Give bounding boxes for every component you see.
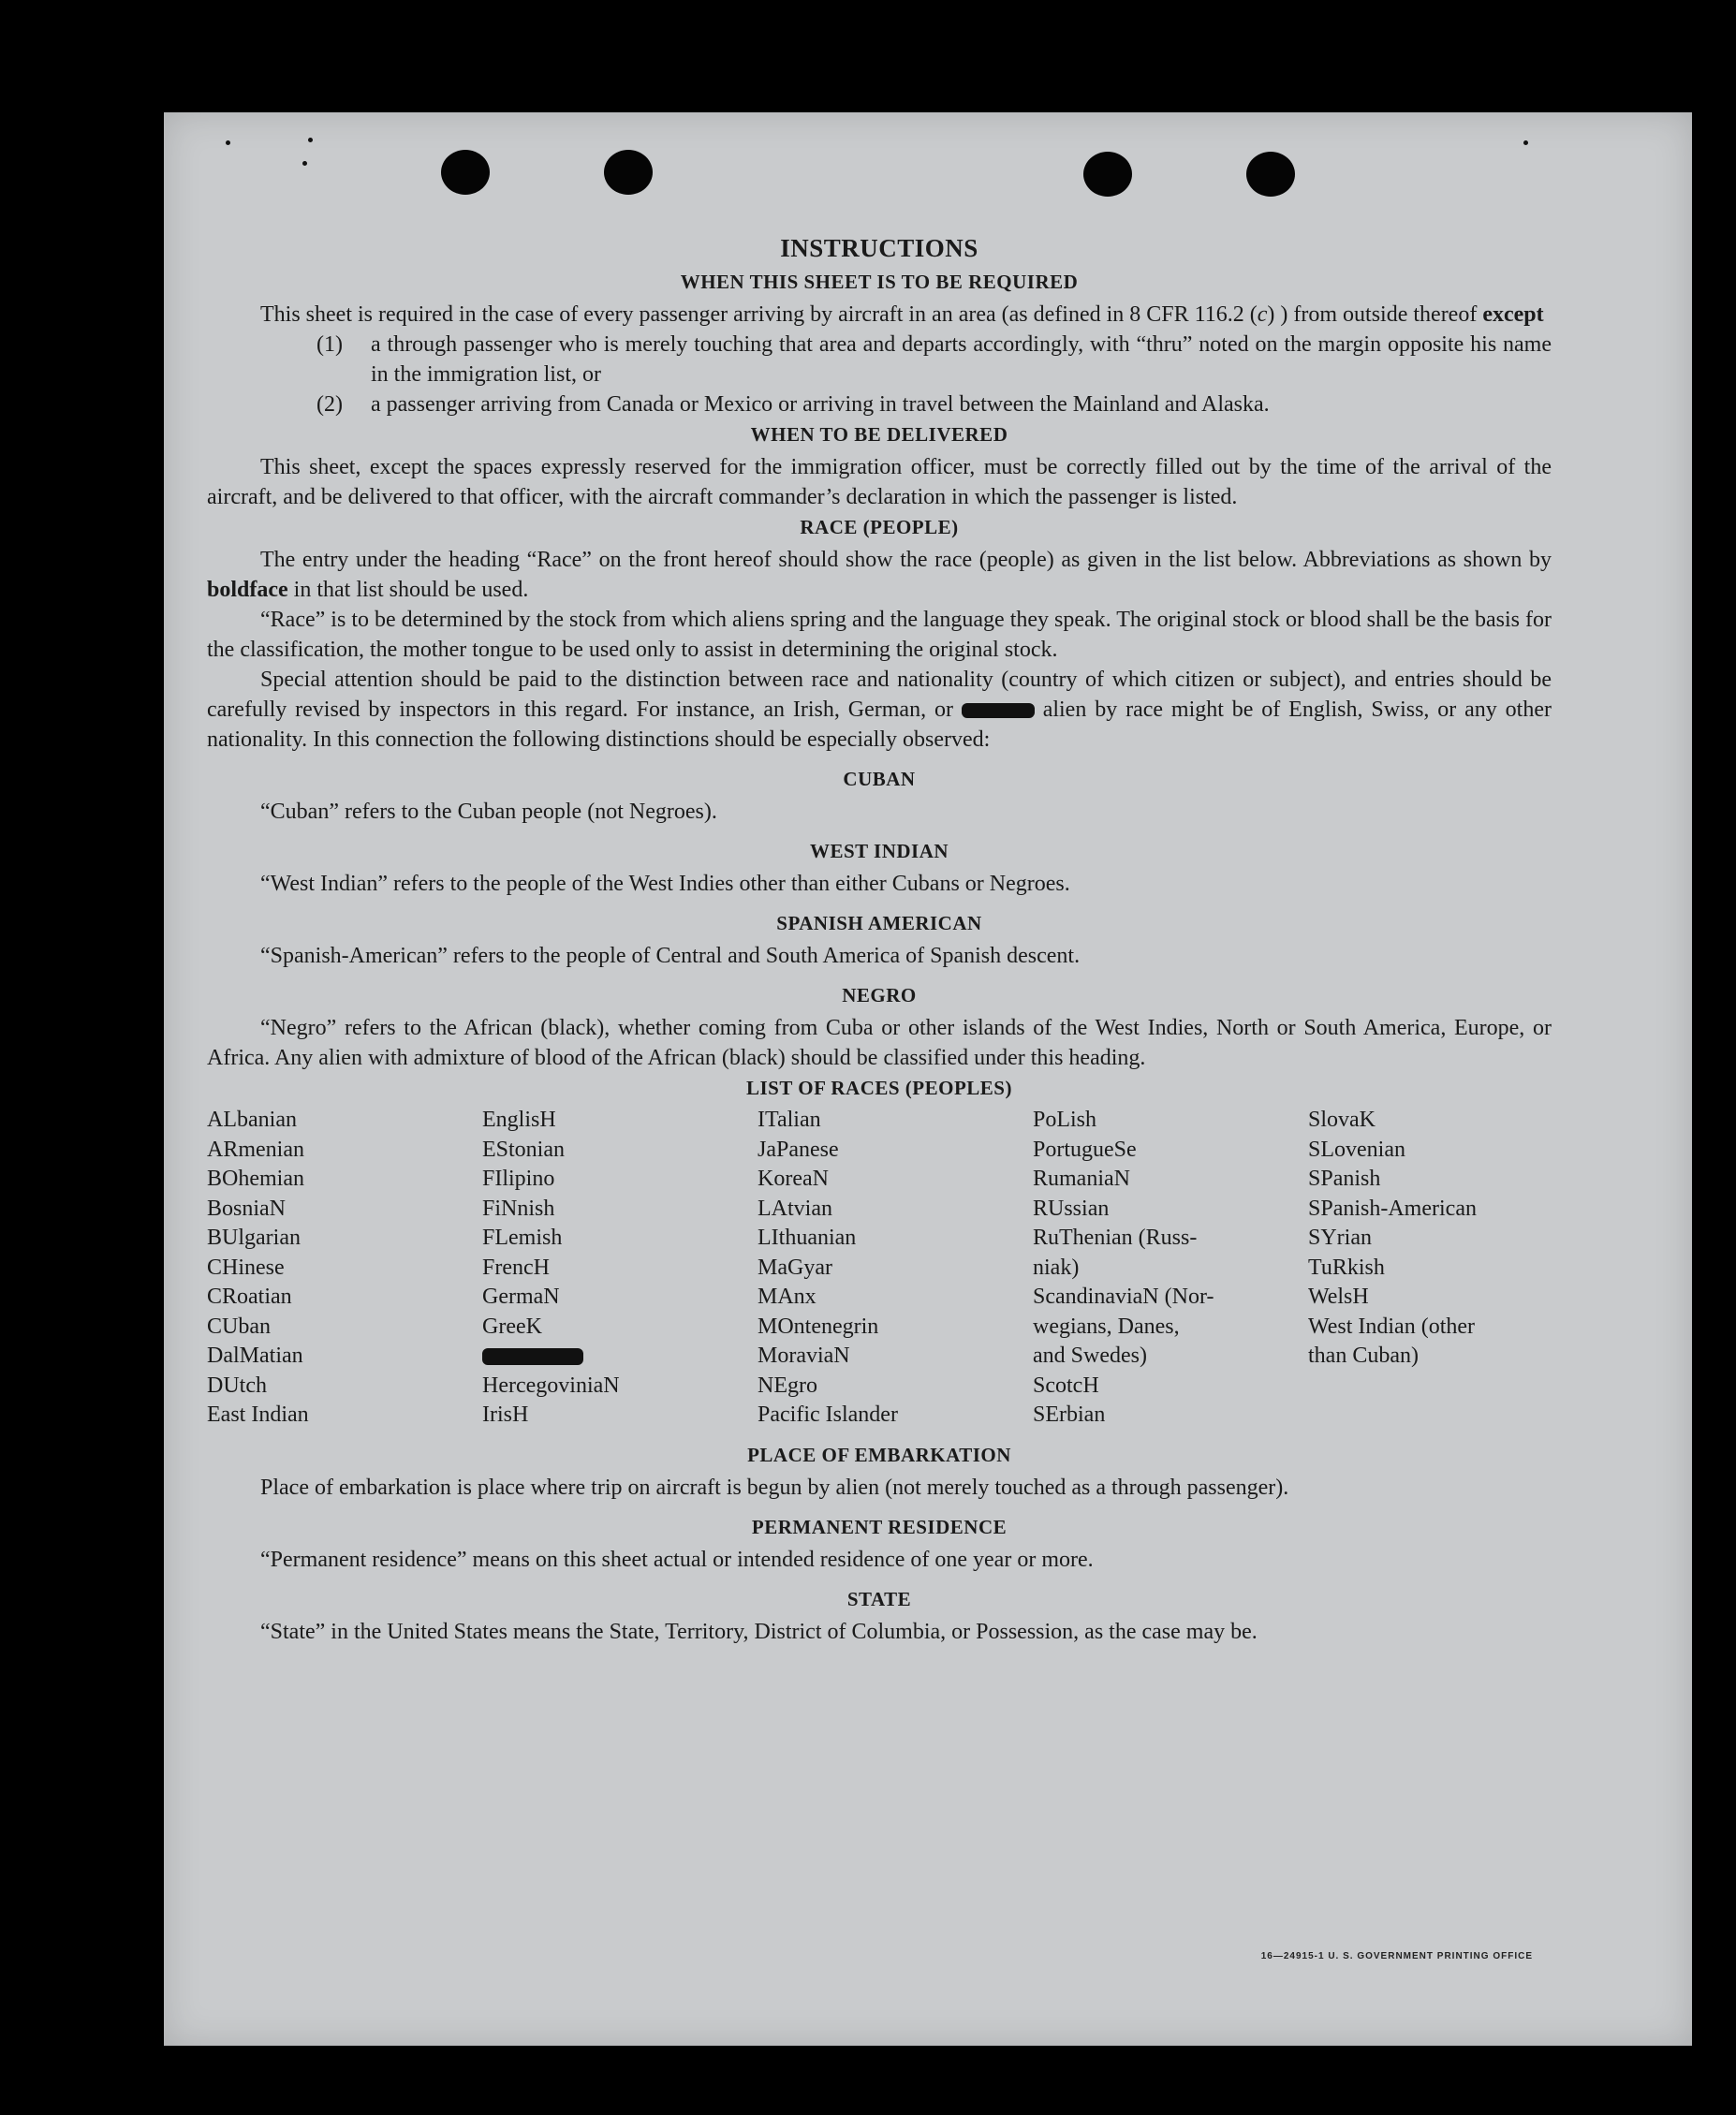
paragraph-delivered: This sheet, except the spaces expressly reserved for the immigration officer, must be correctly filled out by the time of the arrival of the aircraft, and be delivered to that officer, with the aircraft commander’s declaration in which the passenger is listed.: [207, 455, 1552, 509]
punch-hole: [1083, 152, 1132, 197]
race-entry: FIlipino: [482, 1167, 555, 1191]
race-entry: GermaN: [482, 1285, 560, 1309]
race-entry: MOntenegrin: [758, 1314, 879, 1339]
race-entry: ALbanian: [207, 1108, 297, 1132]
race-column: [1033, 1106, 1308, 1431]
race-entry: RumaniaN: [1033, 1167, 1130, 1191]
paragraph-negro: “Negro” refers to the African (black), whether coming from Cuba or other islands of the West Indies, North or South America, Europe, or Africa. Any alien with admixture of blood of the African (black) should be classified under this heading.: [207, 1016, 1552, 1070]
paragraph-embarkation: Place of embarkation is place where trip on aircraft is begun by alien (not merely touched as a through passenger).: [260, 1475, 1289, 1500]
race-entry: RUssian: [1033, 1196, 1110, 1221]
race-entry: ScotcH: [1033, 1373, 1099, 1398]
race-entry: SYrian: [1308, 1226, 1372, 1250]
race-entry: BOhemian: [207, 1167, 304, 1191]
exception-item-1: (1) a through passenger who is merely touching that area and departs accordingly, with “thru” noted on the margin opposite his name in the immigration list, or: [316, 332, 1552, 387]
speck: [302, 161, 307, 166]
instructions-content: [207, 234, 1552, 1647]
race-entry: BosniaN: [207, 1196, 286, 1221]
paragraph-required: This sheet is required in the case of every passenger arriving by aircraft in an area (as defined in 8 CFR 116.2 (c) ) from outside thereof except: [260, 302, 1544, 327]
punch-hole: [441, 150, 490, 195]
heading-state: STATE: [846, 1587, 912, 1610]
race-entry: IrisH: [482, 1403, 529, 1427]
heading-when-delivered: WHEN TO BE DELIVERED: [750, 423, 1008, 446]
race-column: [482, 1106, 758, 1431]
race-entry: BUlgarian: [207, 1226, 301, 1250]
redaction-mark: [482, 1348, 583, 1365]
paragraph-race-3: Special attention should be paid to the distinction between race and nationality (country of which citizen or subject), and entries should be carefully revised by inspectors in this regard. For instance, an Irish, German, or alien by race might be of English, Swiss, or any other nationality. In this connection the following distinctions should be especially observed:: [207, 668, 1552, 752]
heading-race: RACE (PEOPLE): [800, 516, 959, 538]
heading-embarkation: PLACE OF EMBARKATION: [747, 1443, 1011, 1466]
race-entry: SLovenian: [1308, 1137, 1405, 1162]
race-entry: RuThenian (Russ- niak): [1033, 1226, 1198, 1280]
race-column: [207, 1106, 482, 1431]
race-list: [207, 1106, 1552, 1431]
paragraph-race-1: The entry under the heading “Race” on the front hereof should show the race (people) as given in the list below. Abbreviations as shown by boldface in that list should be used.: [207, 548, 1552, 602]
paragraph-race-2: “Race” is to be determined by the stock from which aliens spring and the language they speak. The original stock or blood shall be the basis for the classification, the mother tongue to be used only to assist in determining the original stock.: [207, 608, 1552, 662]
exception-item-2: (2) a passenger arriving from Canada or Mexico or arriving in travel between the Mainland and Alaska.: [316, 392, 1270, 417]
paragraph-spanish-american: “Spanish-American” refers to the people of Central and South America of Spanish descent.: [260, 944, 1081, 968]
race-entry: MAnx: [758, 1285, 817, 1309]
race-entry: East Indian: [207, 1403, 309, 1427]
race-entry: DUtch: [207, 1373, 267, 1398]
race-entry: West Indian (other than Cuban): [1308, 1314, 1476, 1368]
race-entry: MoraviaN: [758, 1344, 850, 1368]
race-entry: EStonian: [482, 1137, 565, 1162]
race-entry: CRoatian: [207, 1285, 292, 1309]
race-entry: FrencH: [482, 1255, 550, 1280]
race-entry: CHinese: [207, 1255, 285, 1280]
paragraph-state: “State” in the United States means the State, Territory, District of Columbia, or Possession, as the case may be.: [260, 1619, 1258, 1644]
speck: [308, 138, 313, 142]
page-title: INSTRUCTIONS: [780, 234, 978, 262]
race-entry: MaGyar: [758, 1255, 832, 1280]
race-entry: JaPanese: [758, 1137, 839, 1162]
race-entry: [482, 1342, 758, 1372]
race-entry: LIthuanian: [758, 1226, 857, 1250]
race-entry: ScandinaviaN (Nor- wegians, Danes, and Swedes): [1033, 1285, 1214, 1368]
race-entry: SPanish: [1308, 1167, 1381, 1191]
document-sheet: [164, 112, 1692, 2046]
paragraph-permanent-residence: “Permanent residence” means on this sheet actual or intended residence of one year or more.: [260, 1547, 1094, 1572]
paragraph-cuban: “Cuban” refers to the Cuban people (not Negroes).: [260, 800, 717, 824]
heading-negro: NEGRO: [842, 984, 917, 1006]
race-entry: ARmenian: [207, 1137, 304, 1162]
heading-list-of-races: LIST OF RACES (PEOPLES): [746, 1077, 1012, 1099]
race-entry: FiNnish: [482, 1196, 555, 1221]
heading-when-required: WHEN THIS SHEET IS TO BE REQUIRED: [680, 271, 1079, 293]
speck: [1523, 140, 1528, 145]
race-entry: HercegoviniaN: [482, 1373, 620, 1398]
race-entry: NEgro: [758, 1373, 817, 1398]
race-entry: ITalian: [758, 1108, 821, 1132]
race-entry: PoLish: [1033, 1108, 1097, 1132]
race-entry: KoreaN: [758, 1167, 829, 1191]
redaction-mark: [962, 703, 1035, 718]
race-entry: SPanish-American: [1308, 1196, 1477, 1221]
race-entry: CUban: [207, 1314, 271, 1339]
speck: [226, 140, 230, 145]
heading-spanish-american: SPANISH AMERICAN: [776, 912, 982, 934]
race-entry: FLemish: [482, 1226, 563, 1250]
printing-office-code: 16—24915-1 U. S. GOVERNMENT PRINTING OFFICE: [1260, 1951, 1533, 1961]
heading-west-indian: WEST INDIAN: [809, 840, 949, 862]
heading-permanent-residence: PERMANENT RESIDENCE: [751, 1515, 1008, 1538]
paragraph-west-indian: “West Indian” refers to the people of the West Indies other than either Cubans or Negroes.: [260, 872, 1070, 896]
heading-cuban: CUBAN: [843, 768, 916, 790]
race-entry: EnglisH: [482, 1108, 556, 1132]
race-entry: PortugueSe: [1033, 1137, 1137, 1162]
punch-hole: [1246, 152, 1295, 197]
race-entry: SlovaK: [1308, 1108, 1376, 1132]
race-entry: WelsH: [1308, 1285, 1369, 1309]
race-entry: LAtvian: [758, 1196, 832, 1221]
punch-hole: [604, 150, 653, 195]
race-entry: DalMatian: [207, 1344, 303, 1368]
race-entry: SErbian: [1033, 1403, 1106, 1427]
race-column: [758, 1106, 1033, 1431]
race-entry: Pacific Islander: [758, 1403, 898, 1427]
race-entry: GreeK: [482, 1314, 542, 1339]
race-entry: TuRkish: [1308, 1255, 1385, 1280]
race-column: [1308, 1106, 1552, 1431]
